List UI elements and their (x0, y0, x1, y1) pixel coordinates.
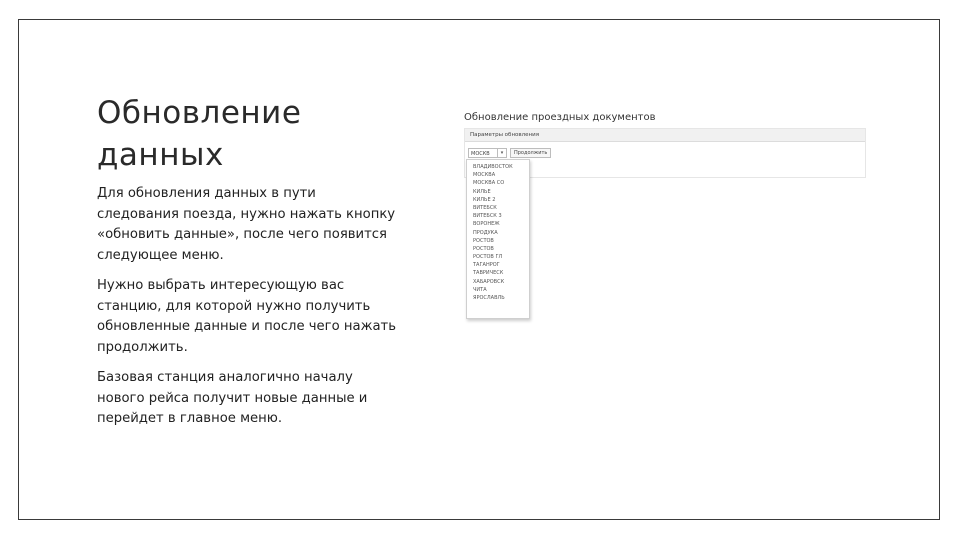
panel-header: Параметры обновления (465, 129, 865, 142)
station-option[interactable]: ВИТЕБСК 3 (473, 213, 502, 220)
station-dropdown (466, 159, 530, 319)
station-option[interactable]: КИЛЬЕ 2 (473, 196, 496, 203)
station-option[interactable]: МОСКВА СО (473, 180, 505, 187)
station-option[interactable]: РОСТОВ (473, 237, 494, 244)
station-option[interactable]: ЯРОСЛАВЛЬ (473, 295, 505, 301)
chevron-down-icon[interactable]: ▾ (498, 148, 507, 158)
station-option[interactable]: ХАБАРОВСК (473, 278, 505, 285)
slide-body (97, 184, 397, 440)
station-option[interactable]: ПРОДУКА (473, 229, 498, 236)
station-controls (468, 147, 551, 158)
station-option[interactable]: ВОРОНЕЖ (473, 221, 500, 228)
paragraph-3: Базовая станция аналогично началу нового рейса получит новые данные и перейдет в главное меню. (97, 370, 368, 426)
station-option[interactable]: ТАГАНРОГ (473, 262, 500, 269)
update-dialog-title: Обновление проездных документов (464, 112, 656, 123)
station-option[interactable]: ТАВРИЧЕСК (473, 270, 504, 277)
paragraph-2: Нужно выбрать интересующую вас станцию, для которой нужно получить обновленные данные и после чего нажать продолжить. (97, 278, 396, 355)
station-option[interactable]: ВЛАДИВОСТОК (473, 164, 513, 170)
station-option[interactable]: РОСТОВ (473, 245, 494, 252)
station-option[interactable]: РОСТОВ ГЛ (473, 254, 503, 261)
embedded-screenshot (464, 110, 868, 325)
slide-title: Обновление данных (97, 95, 302, 173)
station-select[interactable]: МОСКВ (468, 148, 498, 158)
station-option[interactable]: ЧИТА (473, 286, 487, 293)
continue-button[interactable]: Продолжить (510, 148, 551, 158)
station-option[interactable]: МОСКВА (473, 172, 496, 179)
station-option[interactable]: ВИТЕБСК (473, 204, 497, 211)
paragraph-1: Для обновления данных в пути следования поезда, нужно нажать кнопку «обновить данные», после чего появится следующее меню. (97, 186, 396, 263)
station-option[interactable]: КИЛЬЕ (473, 188, 491, 195)
